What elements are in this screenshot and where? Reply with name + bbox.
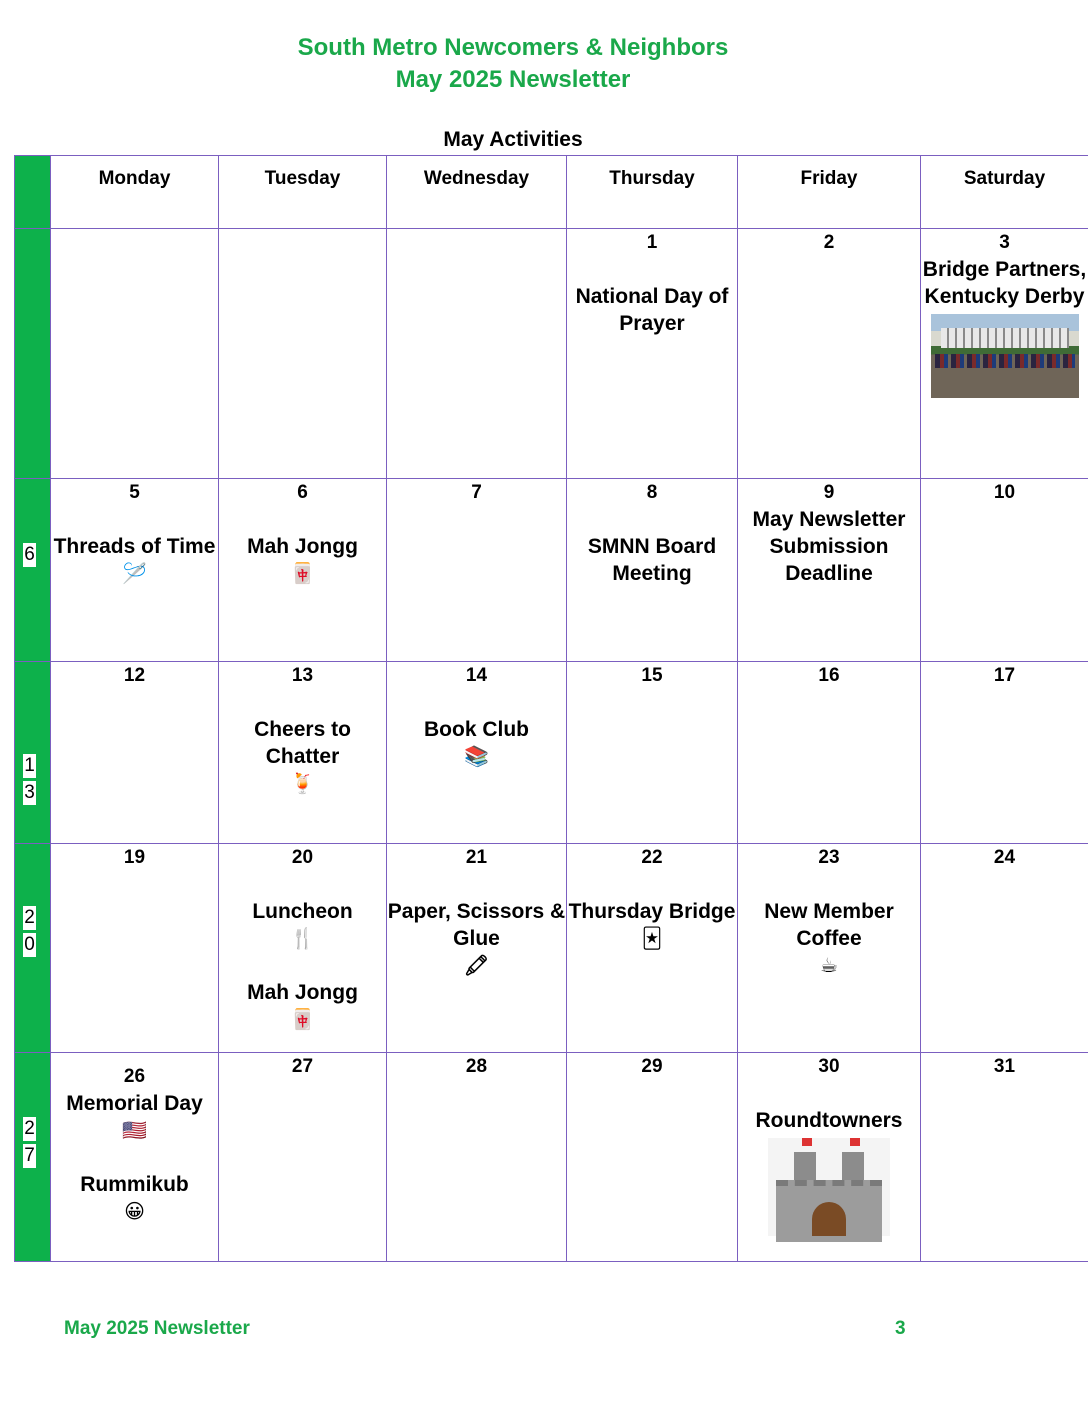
day-number: 22 — [641, 847, 663, 868]
day-number: 20 — [291, 847, 314, 868]
coffee-icon: ☕ — [820, 954, 838, 977]
day-cell-19 — [51, 844, 219, 1053]
newsletter-issue-title: May 2025 Newsletter — [395, 66, 631, 93]
day-cell-16 — [738, 662, 921, 844]
week-number-cell — [15, 229, 51, 479]
day-cell-28 — [387, 1053, 567, 1262]
day-cell-31 — [921, 1053, 1088, 1262]
day-cell-23 — [738, 844, 921, 1053]
week-number-cell — [15, 1053, 51, 1262]
event-label: Book Club — [424, 718, 529, 741]
books-icon: 📚 — [464, 745, 489, 768]
day-cell-14 — [387, 662, 567, 844]
week-number-header — [15, 156, 51, 229]
week-row — [15, 844, 1088, 1053]
event-label: Mah Jongg — [247, 535, 358, 558]
day-cell-empty — [219, 229, 387, 479]
day-cell-3 — [921, 229, 1088, 479]
week-number: 2 7 — [24, 1118, 35, 1166]
week-number-cell — [15, 479, 51, 662]
day-number: 30 — [818, 1056, 840, 1077]
event-label: Memorial Day — [66, 1092, 203, 1115]
castle-image — [768, 1138, 890, 1236]
weekday-header-row — [15, 156, 1088, 229]
event-label: Cheers to Chatter — [254, 718, 351, 768]
day-number: 19 — [123, 847, 146, 868]
week-number-cell — [15, 662, 51, 844]
smiley-face-icon: 😀 — [124, 1200, 145, 1223]
page-number: 3 — [895, 1318, 906, 1339]
day-number: 6 — [297, 482, 308, 503]
day-cell-24 — [921, 844, 1088, 1053]
day-number: 31 — [993, 1056, 1016, 1077]
fork-knife-icon: 🍴 — [290, 927, 315, 950]
weekday-header: Friday — [738, 156, 921, 229]
day-number: 29 — [641, 1056, 663, 1077]
event-label: Bridge Partners, Kentucky Derby — [922, 258, 1087, 308]
week-number: 2 0 — [24, 907, 35, 955]
day-number: 2 — [823, 232, 835, 253]
week-row — [15, 229, 1088, 479]
day-cell-13 — [219, 662, 387, 844]
day-number: 21 — [465, 847, 488, 868]
weekday-header: Saturday — [921, 156, 1088, 229]
day-number: 16 — [818, 665, 840, 686]
day-cell-29 — [567, 1053, 738, 1262]
needle-thread-icon: 🪡 — [122, 562, 147, 585]
horse-race-photo — [931, 314, 1079, 398]
week-row — [15, 479, 1088, 662]
day-cell-17 — [921, 662, 1088, 844]
joker-card-icon: 🃏 — [641, 927, 663, 950]
day-number: 24 — [993, 847, 1016, 868]
day-cell-12 — [51, 662, 219, 844]
day-number: 1 — [646, 232, 658, 253]
day-cell-8 — [567, 479, 738, 662]
event-label: Luncheon — [252, 900, 353, 923]
day-cell-30 — [738, 1053, 921, 1262]
day-cell-9 — [738, 479, 921, 662]
day-cell-2 — [738, 229, 921, 479]
calendar-grid — [14, 155, 1088, 1262]
day-number: 23 — [818, 847, 840, 868]
day-cell-20 — [219, 844, 387, 1053]
day-cell-15 — [567, 662, 738, 844]
day-number: 10 — [993, 482, 1016, 503]
day-number: 12 — [123, 665, 146, 686]
week-number-cell — [15, 844, 51, 1053]
event-label: Rummikub — [80, 1173, 189, 1196]
event-label: Paper, Scissors & Glue — [387, 900, 566, 950]
day-number: 7 — [471, 482, 482, 503]
day-number: 17 — [993, 665, 1016, 686]
day-cell-7 — [387, 479, 567, 662]
us-flag-icon: 🇺🇸 — [122, 1119, 147, 1142]
weekday-header: Tuesday — [219, 156, 387, 229]
day-cell-22 — [567, 844, 738, 1053]
day-number: 5 — [129, 482, 140, 503]
event-label: Mah Jongg — [247, 981, 358, 1004]
day-number: 28 — [465, 1056, 488, 1077]
day-number: 26 — [123, 1066, 146, 1087]
event-label: Roundtowners — [755, 1109, 903, 1132]
day-number: 15 — [641, 665, 663, 686]
event-label: SMNN Board Meeting — [587, 535, 717, 585]
footer-issue-label: May 2025 Newsletter — [64, 1318, 250, 1339]
day-number: 3 — [999, 232, 1010, 253]
day-cell-26 — [51, 1053, 219, 1262]
mahjong-tile-icon: 🀄 — [290, 562, 315, 585]
weekday-header: Monday — [51, 156, 219, 229]
week-row — [15, 662, 1088, 844]
day-cell-5 — [51, 479, 219, 662]
crayon-icon: 🖍 — [463, 954, 490, 977]
event-label: National Day of Prayer — [575, 285, 729, 335]
day-number: 8 — [646, 482, 658, 503]
tropical-drink-icon: 🍹 — [290, 772, 315, 795]
day-number: 27 — [291, 1056, 314, 1077]
day-number: 13 — [291, 665, 314, 686]
day-cell-6 — [219, 479, 387, 662]
week-number: 6 — [24, 544, 35, 565]
newsletter-org-title: South Metro Newcomers & Neighbors — [297, 34, 729, 61]
weekday-header: Thursday — [567, 156, 738, 229]
event-label: New Member Coffee — [764, 900, 894, 950]
day-number: 9 — [823, 482, 835, 503]
day-cell-10 — [921, 479, 1088, 662]
day-number: 14 — [465, 665, 488, 686]
weekday-header: Wednesday — [387, 156, 567, 229]
day-cell-empty — [51, 229, 219, 479]
mahjong-tile-icon: 🀄 — [290, 1008, 315, 1031]
day-cell-21 — [387, 844, 567, 1053]
calendar-caption: May Activities — [443, 128, 583, 151]
week-row — [15, 1053, 1088, 1262]
event-label: May Newsletter Submission Deadline — [752, 508, 906, 585]
day-cell-empty — [387, 229, 567, 479]
day-cell-27 — [219, 1053, 387, 1262]
event-label: Threads of Time — [53, 535, 216, 558]
week-number: 1 3 — [24, 755, 35, 803]
event-label: Thursday Bridge — [568, 900, 736, 923]
day-cell-1 — [567, 229, 738, 479]
